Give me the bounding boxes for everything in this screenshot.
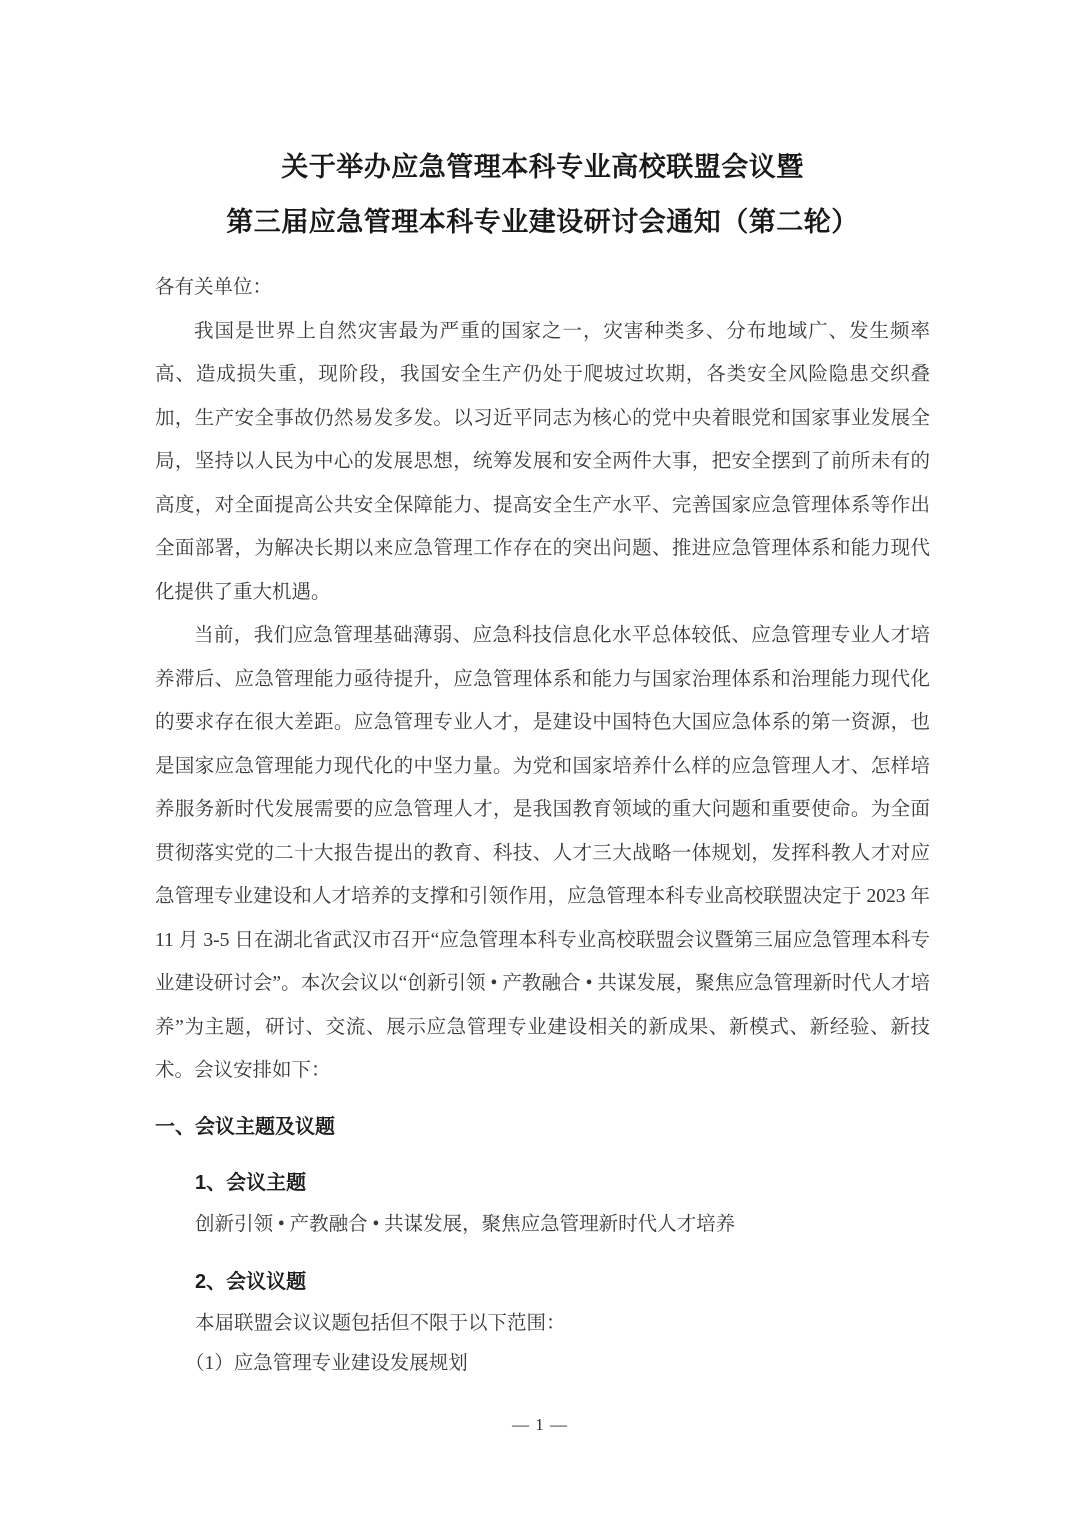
- paragraph-2: 当前，我们应急管理基础薄弱、应急科技信息化水平总体较低、应急管理专业人才培养滞后、应急管理能力亟待提升，应急管理体系和能力与国家治理体系和治理能力现代化的要求存在很大差距。应急管理专业人才，是建设中国特色大国应急体系的第一资源，也是国家应急管理能力现代化的中坚力量。为党和国家培养什么样的应急管理人才、怎样培养服务新时代发展需要的应急管理人才，是我国教育领域的重大问题和重要使命。为全面贯彻落实党的二十大报告提出的教育、科技、人才三大战略一体规划，发挥科教人才对应急管理专业建设和人才培养的支撑和引领作用，应急管理本科专业高校联盟决定于 2023 年 11 月 3-5 日在湖北省武汉市召开“应急管理本科专业高校联盟会议暨第三届应急管理本科专业建设研讨会”。本次会议以“创新引领 • 产教融合 • 共谋发展，聚焦应急管理新时代人才培养”为主题，研讨、交流、展示应急管理专业建设相关的新成果、新模式、新经验、新技术。会议安排如下：: [155, 625, 930, 1081]
- title-line-2: 第三届应急管理本科专业建设研讨会通知（第二轮）: [226, 207, 859, 237]
- page-number: — 1 —: [512, 1415, 568, 1434]
- meeting-topic-text: 创新引领 • 产教融合 • 共谋发展，聚焦应急管理新时代人才培养: [195, 1213, 736, 1235]
- meeting-topic-heading: 1、会议主题: [195, 1171, 307, 1194]
- document-title: [155, 140, 930, 250]
- meeting-agenda-intro: 本届联盟会议议题包括但不限于以下范围：: [195, 1312, 566, 1334]
- salutation: 各有关单位：: [155, 277, 273, 298]
- agenda-item-1: （1）应急管理专业建设发展规划: [185, 1352, 468, 1374]
- section-1-heading: 一、会议主题及议题: [155, 1115, 335, 1138]
- section-1-body: [185, 1161, 930, 1384]
- meeting-agenda-heading: 2、会议议题: [195, 1270, 307, 1293]
- title-line-1: 关于举办应急管理本科专业高校联盟会议暨: [281, 152, 804, 182]
- paragraph-1: 我国是世界上自然灾害最为严重的国家之一，灾害种类多、分布地域广、发生频率高、造成损失重，现阶段，我国安全生产仍处于爬坡过坎期，各类安全风险隐患交织叠加，生产安全事故仍然易发多发。以习近平同志为核心的党中央着眼党和国家事业发展全局，坚持以人民为中心的发展思想，统筹发展和安全两件大事，把安全摆到了前所未有的高度，对全面提高公共安全保障能力、提高安全生产水平、完善国家应急管理体系等作出全面部署，为解决长期以来应急管理工作存在的突出问题、推进应急管理体系和能力现代化提供了重大机遇。: [155, 320, 930, 603]
